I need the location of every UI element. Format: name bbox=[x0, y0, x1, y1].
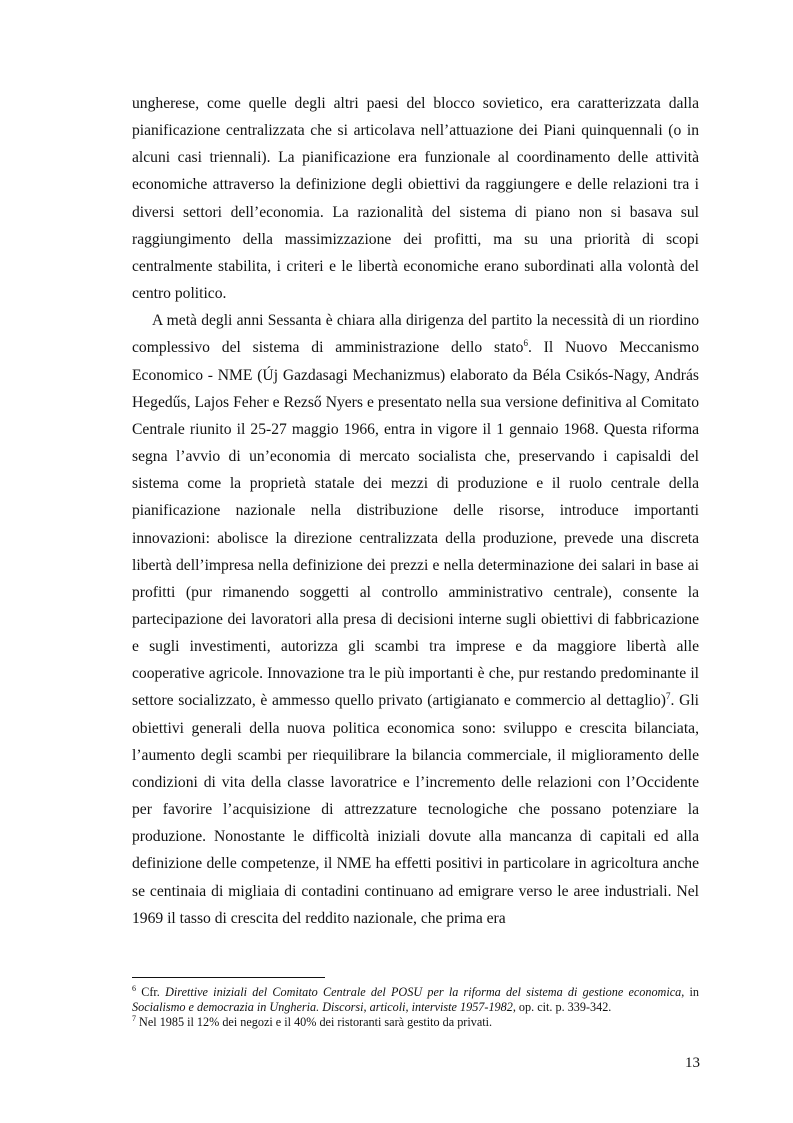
paragraph-2-text-c: . Gli obiettivi generali della nuova politica economica sono: sviluppo e crescita bilanciata, l’aumento degli scambi per riequilibrare la bilancia commerciale, il miglioramento delle condizioni di vita della classe lavoratrice e l’incremento delle relazioni con l’Occidente per favorire l’acquisizione di attrezzature tecnologiche che possano potenziare la produzione. Nonostante le difficoltà iniziali dovute alla mancanza di capitali ed alla definizione delle competenze, il NME ha effetti positivi in particolare in agricoltura anche se centinaia di migliaia di contadini continuano ad emigrare verso le aree industriali. Nel 1969 il tasso di crescita del reddito nazionale, che prima era bbox=[132, 692, 699, 927]
footnote-6-tail: , op. cit. p. 339-342. bbox=[512, 1000, 612, 1015]
footnote-6-lead: Cfr. bbox=[141, 985, 166, 999]
footnote-7-number: 7 bbox=[132, 1014, 136, 1024]
footnotes bbox=[132, 985, 699, 1031]
footnote-6-mid: , in bbox=[681, 985, 700, 999]
footnote-7 bbox=[132, 1015, 699, 1030]
footnote-6-number: 6 bbox=[132, 983, 136, 993]
paragraph-2-text-b: . Il Nuovo Meccanismo Economico - NME (Új Gazdasagi Mechanizmus) elaborato da Béla Csikós-Nagy, András Hegedűs, Lajos Feher e Rezső Nyers e presentato nella sua versione definitiva al Comitato Centrale riunito il 25-27 maggio 1966, entra in vigore il 1 gennaio 1968. Questa riforma segna l’avvio di un’economia di mercato socialista che, preservando i capisaldi del sistema come la proprietà statale dei mezzi di produzione e il ruolo centrale della pianificazione nazionale nella distribuzione delle risorse, introduce importanti innovazioni: abolisce la direzione centralizzata della produzione, prevede una discreta libertà dell’impresa nella definizione dei prezzi e nella determinazione dei salari in base ai profitti (pur rimanendo soggetti al controllo amministrativo centrale), consente la partecipazione dei lavoratori alla presa di decisioni interne sugli obiettivi di fabbricazione e sugli investimenti, autorizza gli scambi tra imprese e da maggiore libertà alle cooperative agricole. Innovazione tra le più importanti è che, pur restando predominante il settore socializzato, è ammesso quello privato (artigianato e commercio al dettaglio) bbox=[132, 339, 699, 710]
footnote-6-title-1: Direttive iniziali del Comitato Centrale del POSU per la riforma del sistema di gestione economica bbox=[165, 985, 682, 999]
footnote-7-text: Nel 1985 il 12% dei negozi e il 40% dei ristoranti sarà gestito da privati. bbox=[139, 1015, 493, 1030]
page-number: 13 bbox=[685, 1055, 700, 1071]
paragraph-2-text-a: A metà degli anni Sessanta è chiara alla dirigenza del partito la necessità di un riordino complessivo del sistema di amministrazione dello stato bbox=[132, 312, 699, 357]
footnote-separator bbox=[132, 977, 325, 978]
body-text bbox=[132, 90, 699, 932]
footnote-6 bbox=[132, 985, 699, 1015]
paragraph-2 bbox=[132, 307, 699, 932]
paragraph-1: ungherese, come quelle degli altri paesi del blocco sovietico, era caratterizzata dalla pianificazione centralizzata che si articolava nell’attuazione dei Piani quinquennali (o in alcuni casi triennali). La pianificazione era funzionale al coordinamento delle attività economiche attraverso la definizione degli obiettivi da raggiungere e delle relazioni tra i diversi settori dell’economia. La razionalità del sistema di piano non si basava sul raggiungimento della massimizzazione dei profitti, ma su una priorità di scopi centralmente stabilita, i criteri e le libertà economiche erano subordinati alla volontà del centro politico. bbox=[132, 95, 699, 303]
footnote-ref-7[interactable]: 7 bbox=[665, 691, 671, 702]
footnote-ref-6[interactable]: 6 bbox=[523, 338, 528, 349]
footnote-6-title-2: Socialismo e democrazia in Ungheria. Discorsi, articoli, interviste 1957-1982 bbox=[132, 1000, 513, 1015]
